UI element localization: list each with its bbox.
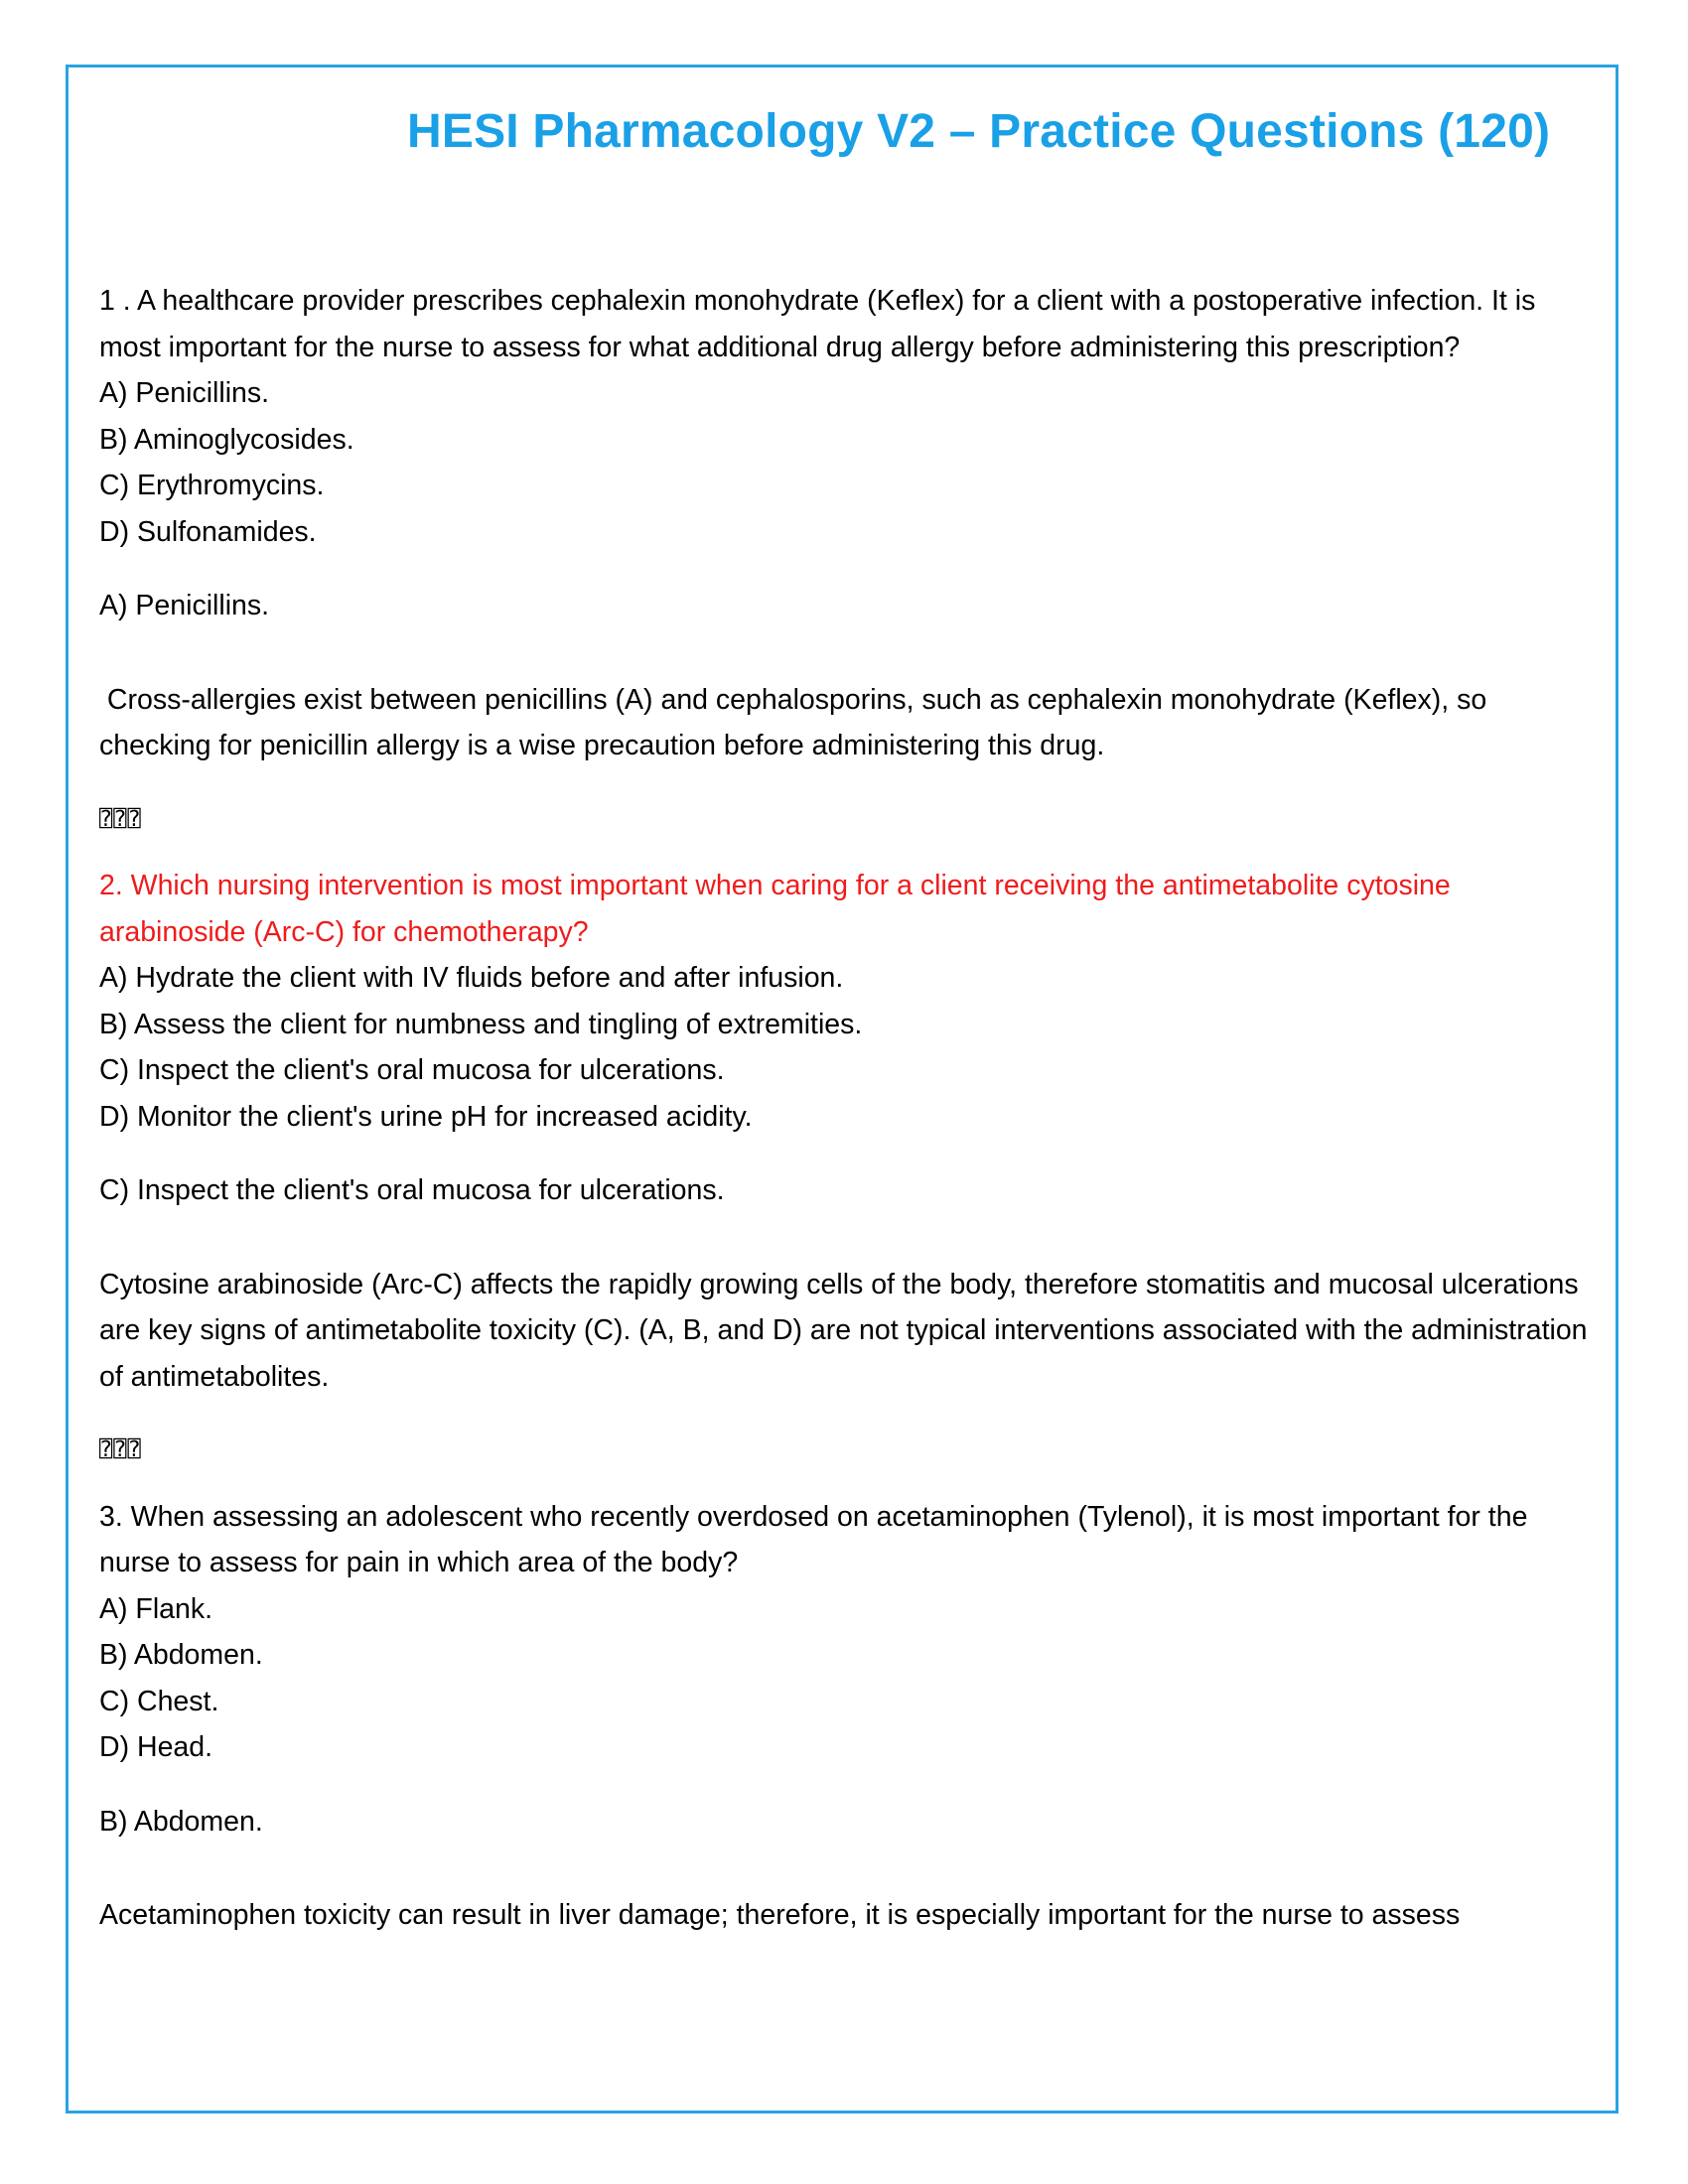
option-a: A) Flank.: [99, 1592, 213, 1625]
answer: C) Inspect the client's oral mucosa for ulcerations.: [99, 1174, 725, 1206]
question-stem: 3. When assessing an adolescent who recently overdosed on acetaminophen (Tylenol), it is most important for the nurse to assess for pain in which area of the body?: [99, 1500, 1528, 1578]
answer: A) Penicillins.: [99, 590, 270, 621]
rationale: Cytosine arabinoside (Arc-C) affects the rapidly growing cells of the body, therefore stomatitis and mucosal ulcerations are key signs of antimetabolite toxicity (C). (A, B, and D) are not typical interventions associated with the administration of antimetabolites.: [99, 1268, 1588, 1393]
question-3: [99, 1494, 1599, 1939]
question-stem: 1 . A healthcare provider prescribes cephalexin monohydrate (Keflex) for a client with a postoperative infection. It is most important for the nurse to assess for what additional drug allergy before administering this prescription?: [99, 285, 1536, 363]
page-title: HESI Pharmacology V2 – Practice Questions (120): [407, 105, 1551, 158]
rationale: Acetaminophen toxicity can result in liver damage; therefore, it is especially important for the nurse to assess: [99, 1899, 1461, 1931]
question-stem: 2. Which nursing intervention is most important when caring for a client receiving the antimetabolite cytosine arabinoside (Arc-C) for chemotherapy?: [99, 870, 1451, 948]
option-c: C) Inspect the client's oral mucosa for ulcerations.: [99, 1054, 725, 1086]
option-d: D) Sulfonamides.: [99, 515, 317, 548]
question-1: [99, 278, 1599, 843]
option-c: C) Chest.: [99, 1685, 219, 1717]
option-b: B) Aminoglycosides.: [99, 423, 354, 456]
option-c: C) Erythromycins.: [99, 470, 325, 501]
option-d: D) Monitor the client's urine pH for increased acidity.: [99, 1100, 753, 1133]
separator-glyphs: ⍰⍰⍰: [99, 806, 142, 832]
question-2: [99, 863, 1599, 1474]
option-b: B) Assess the client for numbness and tingling of extremities.: [99, 1008, 863, 1040]
answer: B) Abdomen.: [99, 1805, 263, 1838]
option-d: D) Head.: [99, 1731, 213, 1763]
rationale: Cross-allergies exist between penicillins (A) and cephalosporins, such as cephalexin monohydrate (Keflex), so checking for penicillin allergy is a wise precaution before administering this drug.: [99, 683, 1495, 761]
option-b: B) Abdomen.: [99, 1639, 263, 1671]
separator-glyphs: ⍰⍰⍰: [99, 1437, 142, 1462]
option-a: A) Hydrate the client with IV fluids before and after infusion.: [99, 962, 844, 994]
option-a: A) Penicillins.: [99, 377, 270, 409]
document-body: [99, 278, 1599, 1939]
